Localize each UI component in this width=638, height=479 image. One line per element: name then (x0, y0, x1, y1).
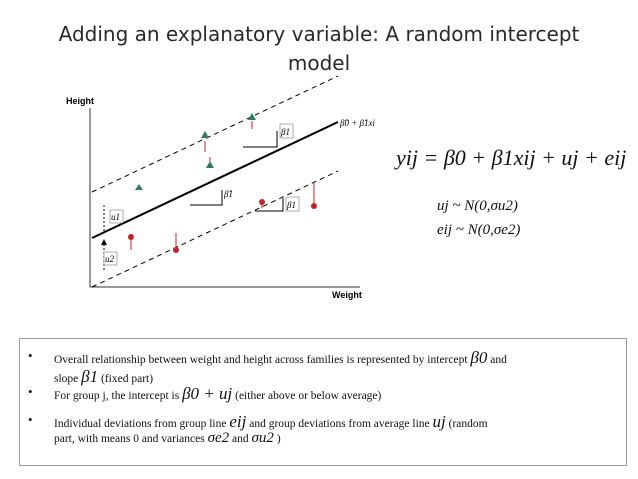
title-line-2: model (287, 51, 351, 75)
bullet-3-mid: and group deviations from average line (249, 418, 430, 430)
u2-label: u2 (105, 254, 114, 264)
uj-symbol: uj (432, 412, 446, 431)
slope-label-lower: β1 (287, 200, 296, 210)
title-line-1: Adding an explanatory variable: A random intercept (58, 22, 580, 46)
average-regression-line (92, 122, 338, 238)
bullet-1-fixed: (fixed part) (101, 373, 154, 385)
bullet-2-text: For group j, the intercept is (54, 390, 180, 402)
bullet-1-slope: slope (54, 373, 79, 385)
circle-marker-icon (259, 199, 265, 205)
group1-line (92, 76, 338, 192)
line-label: β̂0 + β̂1xi (340, 118, 376, 128)
group-intercept-symbol: β0 + uj (182, 384, 233, 403)
bullet-dot: • (28, 384, 33, 399)
slope-label-middle: β̂1 (224, 189, 233, 199)
x-axis-label: Weight (332, 290, 362, 300)
bullet-dot: • (28, 412, 33, 427)
bullet-2-post: (either above or below average) (235, 390, 382, 402)
e-distribution: eij ~ N(0,σe2) (437, 222, 521, 238)
u-distribution: uj ~ N(0,σu2) (437, 198, 518, 214)
eij-symbol: eij (229, 412, 247, 431)
bullet-dot: • (28, 348, 33, 363)
triangle-marker-icon (248, 113, 256, 120)
group2-line (92, 171, 338, 287)
bullet-3-and: and (232, 433, 249, 445)
slope-triangle-middle (190, 190, 222, 205)
circle-marker-icon (128, 234, 134, 240)
y-axis-label: Height (66, 96, 94, 106)
sigma-e-symbol: σe2 (207, 430, 230, 446)
circle-marker-icon (311, 203, 317, 209)
triangle-marker-icon (201, 131, 209, 138)
triangle-marker-icon (135, 184, 143, 190)
slope-triangle-lower (255, 198, 283, 211)
slope-triangle-upper (243, 131, 277, 147)
bullet-1-text: Overall relationship between weight and height across families is represented by intercept (54, 354, 468, 366)
bullet-1-and: and (490, 354, 507, 366)
slope-label-upper: β1 (281, 127, 290, 137)
triangle-marker-icon (206, 161, 214, 168)
model-equation: yij = β0 + β1xij + uj + eij (396, 145, 627, 170)
beta1-symbol: β1 (81, 367, 99, 386)
bullet-3-close: ) (276, 433, 281, 445)
bullet-3-post: (random (448, 418, 488, 430)
bullet-3-variances: part, with means 0 and variances (54, 433, 205, 445)
u2-arrow-icon (101, 239, 107, 245)
u1-label: u1 (111, 212, 120, 222)
sigma-u-symbol: σu2 (251, 430, 274, 446)
circle-marker-icon (173, 247, 179, 253)
beta0-symbol: β0 (470, 348, 488, 367)
bullet-3-text: Individual deviations from group line (54, 418, 227, 430)
